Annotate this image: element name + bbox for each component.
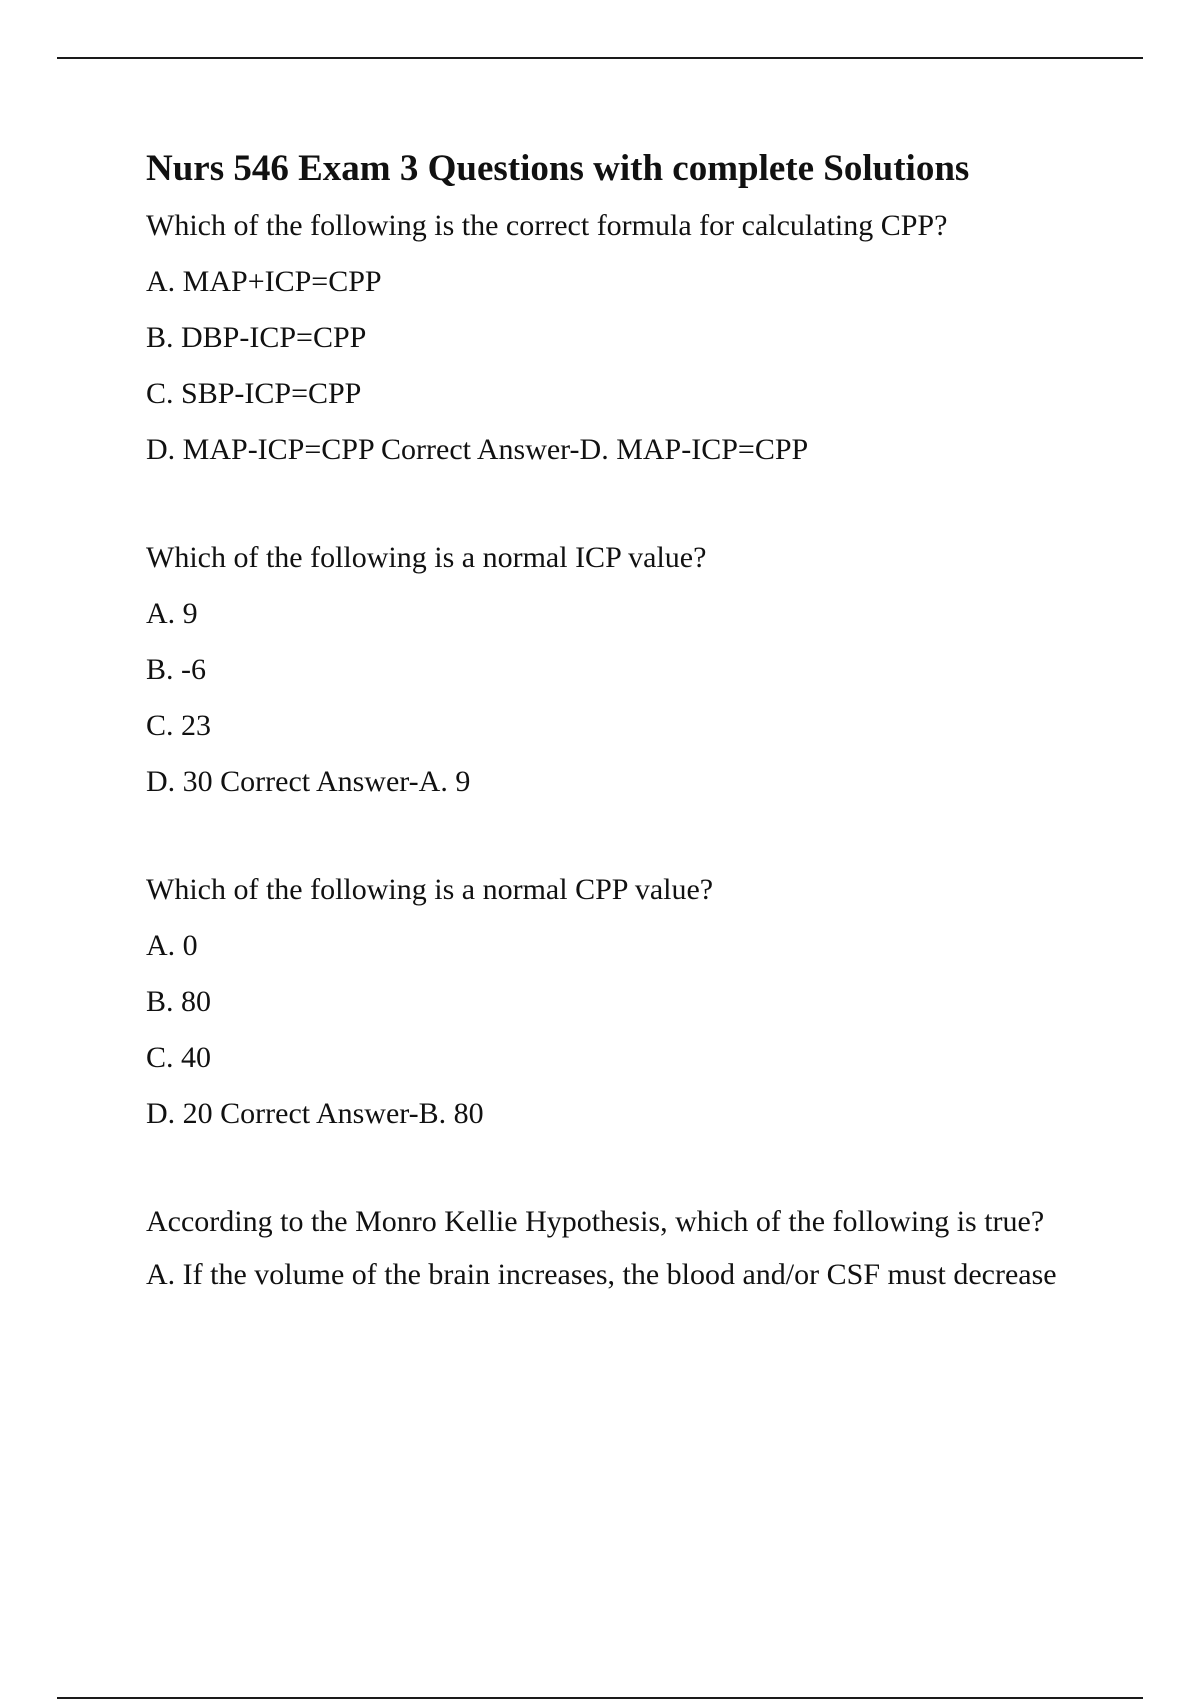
option-c: C. 40 (146, 1041, 212, 1074)
option-b: B. -6 (146, 653, 206, 686)
bottom-divider (57, 1697, 1143, 1699)
option-c: C. 23 (146, 709, 212, 742)
question-text: Which of the following is a normal CPP value? (146, 873, 714, 906)
option-d-with-answer: D. 20 Correct Answer-B. 80 (146, 1097, 484, 1130)
option-a: A. MAP+ICP=CPP (146, 265, 382, 298)
option-d-with-answer: D. MAP-ICP=CPP Correct Answer-D. MAP-ICP=CPP (146, 433, 809, 466)
question-text: Which of the following is the correct formula for calculating CPP? (146, 209, 948, 242)
question-text: According to the Monro Kellie Hypothesis, which of the following is true? (146, 1205, 1045, 1238)
option-a: A. If the volume of the brain increases, the blood and/or CSF must decrease (146, 1258, 1057, 1291)
option-a: A. 9 (146, 597, 198, 630)
document-body (146, 145, 1066, 1295)
option-c: C. SBP-ICP=CPP (146, 377, 362, 410)
question-text: Which of the following is a normal ICP value? (146, 541, 707, 574)
option-a: A. 0 (146, 929, 198, 962)
option-d-with-answer: D. 30 Correct Answer-A. 9 (146, 765, 471, 798)
question-block-3 (146, 870, 1066, 1134)
option-b: B. 80 (146, 985, 212, 1018)
option-b: B. DBP-ICP=CPP (146, 321, 367, 354)
question-block-1 (146, 206, 1066, 470)
document-title: Nurs 546 Exam 3 Questions with complete Solutions (146, 148, 970, 189)
question-block-4 (146, 1202, 1066, 1295)
top-divider (57, 57, 1143, 59)
question-block-2 (146, 538, 1066, 802)
